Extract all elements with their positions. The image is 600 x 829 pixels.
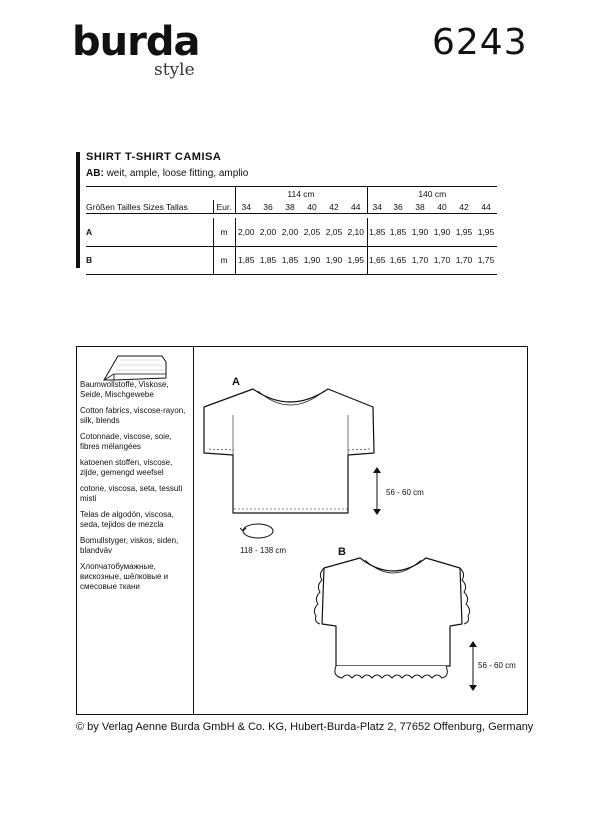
length-arrow-a-icon xyxy=(370,466,384,516)
hem-circumference-icon xyxy=(240,520,276,542)
size-cell: 44 xyxy=(481,201,491,212)
size-cell: 42 xyxy=(459,201,469,212)
length-measure-a: 56 - 60 cm xyxy=(386,488,424,497)
yardage-cell: 1,90 xyxy=(325,255,343,265)
fabric-item: Bomullstyger, viskos, siden, blandväv xyxy=(80,536,179,555)
size-cell: 40 xyxy=(307,201,317,212)
fabric-item: Хлопчатобумажные, вискозные, шёлковые и смесовые ткани xyxy=(80,562,169,591)
sizes-header-label: Größen Tailles Sizes Tallas xyxy=(86,201,188,212)
fabric-item: Cotonnade, viscose, soie, fibres mélangées xyxy=(80,432,172,451)
title-accent-bar xyxy=(76,152,80,268)
row-unit: m xyxy=(213,218,235,246)
brand-logo: burda xyxy=(72,19,200,65)
copyright-notice: © by Verlag Aenne Burda GmbH & Co. KG, Hubert-Burda-Platz 2, 77652 Offenburg, Germany xyxy=(76,721,534,733)
pattern-number: 6243 xyxy=(432,22,528,63)
size-cell: 34 xyxy=(367,200,387,214)
yardage-cell: 1,70 xyxy=(455,255,473,265)
hem-measure-a: 118 - 138 cm xyxy=(240,546,287,555)
row-label-a: A xyxy=(86,226,93,237)
yardage-cell: 1,95 xyxy=(347,255,365,265)
width-header-140: 140 cm xyxy=(367,187,497,201)
garment-title: SHIRT T-SHIRT CAMISA xyxy=(86,151,222,163)
yardage-cell: 2,05 xyxy=(303,226,321,237)
subtitle-prefix: AB: xyxy=(86,168,104,179)
fabric-item: Baumwollstoffe, Viskose, Seide, Mischgewebe xyxy=(80,380,169,399)
length-measure-b: 56 - 60 cm xyxy=(478,661,516,670)
fabric-item: katoenen stoffen, viscose, zijde, gemengd weefsel xyxy=(80,458,173,477)
yardage-cell: 1,85 xyxy=(281,255,299,265)
yardage-cell: 1,85 xyxy=(259,255,277,265)
yardage-cell: 1,85 xyxy=(235,246,257,274)
garment-subtitle xyxy=(86,168,248,179)
view-b-label: B xyxy=(338,546,346,558)
size-cell: 38 xyxy=(285,201,295,212)
fabric-item: cotone, viscosa, seta, tessuti misti xyxy=(80,484,183,503)
size-cell: 34 xyxy=(235,200,257,214)
size-cell: 38 xyxy=(415,201,425,212)
yardage-cell: 1,70 xyxy=(411,255,429,265)
yardage-cell: 2,00 xyxy=(281,226,299,237)
width-header-114: 114 cm xyxy=(235,187,367,201)
yardage-table xyxy=(86,186,497,275)
size-cell: 40 xyxy=(437,201,447,212)
subtitle-text: weit, ample, loose fitting, amplio xyxy=(106,168,249,179)
yardage-cell: 1,95 xyxy=(455,226,473,237)
size-cell: 36 xyxy=(393,201,403,212)
yardage-cell: 2,05 xyxy=(325,226,343,237)
shirt-b-drawing xyxy=(310,554,476,688)
brand-logo-sub: style xyxy=(154,60,195,80)
yardage-cell: 1,90 xyxy=(411,226,429,237)
yardage-cell: 1,65 xyxy=(367,246,387,274)
fabric-item: Telas de algodón, viscosa, seda, tejidos de mezcla xyxy=(80,510,174,529)
box-divider xyxy=(193,346,194,715)
yardage-cell: 1,70 xyxy=(433,255,451,265)
yardage-cell: 2,00 xyxy=(259,226,277,237)
size-cell: 36 xyxy=(263,201,273,212)
view-a-label: A xyxy=(232,376,240,388)
row-unit: m xyxy=(213,246,235,274)
yardage-cell: 2,00 xyxy=(235,218,257,246)
yardage-cell: 1,85 xyxy=(389,226,407,237)
size-cell: 44 xyxy=(351,201,361,212)
shirt-a-drawing xyxy=(198,385,388,525)
yardage-cell: 1,65 xyxy=(389,255,407,265)
yardage-cell: 1,85 xyxy=(367,218,387,246)
yardage-cell: 2,10 xyxy=(347,226,365,237)
yardage-cell: 1,90 xyxy=(433,226,451,237)
yardage-cell: 1,95 xyxy=(477,226,495,237)
size-cell: 42 xyxy=(329,201,339,212)
yardage-cell: 1,75 xyxy=(477,255,495,265)
fabric-item: Cotton fabrics, viscose-rayon, silk, blends xyxy=(80,406,186,425)
eur-label: Eur. xyxy=(213,200,235,214)
yardage-cell: 1,90 xyxy=(303,255,321,265)
fabric-list xyxy=(80,380,188,598)
row-label-b: B xyxy=(86,255,93,265)
